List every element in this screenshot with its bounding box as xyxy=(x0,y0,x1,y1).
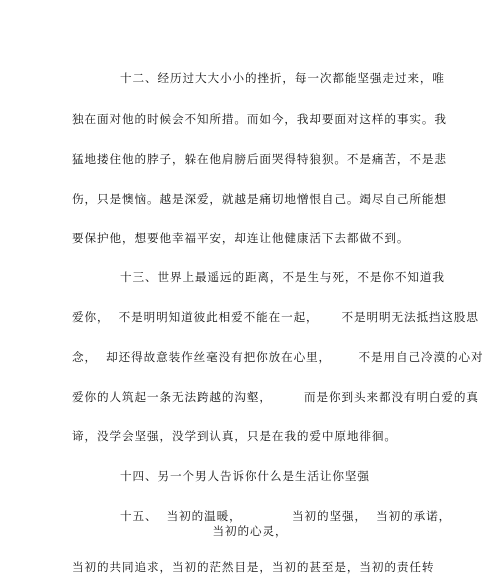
paragraph-13-line-3: 念， 却还得故意装作丝毫没有把你放在心里， 不是用自己冷漠的心对 xyxy=(72,350,484,364)
paragraph-13-line-5: 谛，没学会坚强，没学到认真，只是在我的爱中原地徘徊。 xyxy=(72,429,397,443)
paragraph-15-line-3: 当初的共同追求，当初的茫然目是，当初的甚至是，当初的责任转 xyxy=(72,560,435,574)
paragraph-15-line-2: 当初的心灵， xyxy=(212,524,288,538)
paragraph-15-line-1: 十五、 当初的温暖， 当初的坚强， 当初的承诺， xyxy=(120,509,452,523)
paragraph-12-line-4: 伤，只是懊恼。越是深爱，就越是痛切地憎恨自己。竭尽自己所能想 xyxy=(72,192,447,206)
paragraph-13-line-1: 十三、世界上最遥远的距离，不是生与死，不是你不知道我 xyxy=(120,270,445,284)
paragraph-14-line-1: 十四、另一个男人告诉你什么是生活让你坚强 xyxy=(120,469,370,483)
paragraph-13-line-4: 爱你的人筑起一条无法跨越的沟壑， 而是你到头来都没有明白爱的真 xyxy=(72,390,479,404)
paragraph-12-line-3: 猛地搂住他的脖子，躲在他肩膀后面哭得特狼狈。不是痛苦，不是悲 xyxy=(72,152,447,166)
paragraph-12-line-5: 要保护他，想要他幸福平安，却连让他健康活下去都做不到。 xyxy=(72,231,410,245)
paragraph-12-line-2: 独在面对他的时候会不知所措。而如今，我却要面对这样的事实。我 xyxy=(72,112,447,126)
paragraph-13-line-2: 爱你， 不是明明知道彼此相爱不能在一起， 不是明明无法抵挡这股思 xyxy=(72,310,479,324)
paragraph-12-line-1: 十二、经历过大大小小的挫折，每一次都能坚强走过来，唯 xyxy=(120,71,445,85)
